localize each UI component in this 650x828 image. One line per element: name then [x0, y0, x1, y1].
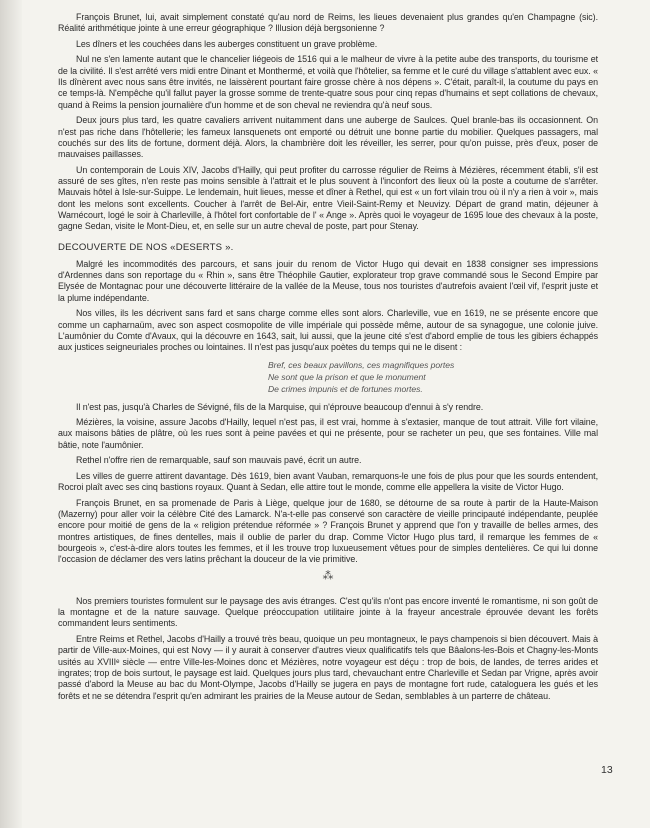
paragraph: Nul ne s'en lamente autant que le chancelier liégeois de 1516 qui a le malheur de vivre à la petite aube des transports, du tourisme et de la civilité. Il s'est arrêté vers midi entre Dinant et Monthermé, et voilà que l'hôtelier, sa femme et le curé du village s'attablent avec eux. « Ils dînèrent avec nous sans être invités, ne laissèrent pourtant faire grosse chère à nos dépens ». C'était, paraît-il, la coutume du pays en ce temps-là. N'empêche qu'il fallut payer la grosse somme de trente-quatre sous pour cinq repas d'humains et sept collations de chevaux, quand à Reims la pension journalière d'un homme et de son cheval ne reviendra qu'à neuf sous.	[58, 54, 598, 110]
page-number: 13	[601, 764, 613, 776]
paragraph: François Brunet, lui, avait simplement constaté qu'au nord de Reims, les lieues devenaient plus grandes qu'en Champagne (sic). Réalité arithmétique jointe à une erreur géographique ? Illusion déjà bergsonienne ?	[58, 12, 598, 34]
paragraph: Entre Reims et Rethel, Jacobs d'Hailly a trouvé très beau, quoique un peu montagneux, le pays champenois si bien découvert. Mais à partir de Ville-aux-Moines, qui est Novy — il y aurait à conserver d'autres vieux qualificatifs tels que Bâalons-les-Bois et Chagny-les-Monts usités au XVIIIᵉ siècle — entre Ville-les-Moines donc et Mézières, notre voyageur est déçu : trop de bois, de landes, de terres arides et ingrates; trop de bois surtout, le paysage est laid. Quelques jours plus tard, chevauchant entre Charleville et Sedan par Vrigne, après avoir passé d'abord la Meuse au bac du Mont-Olympe, Jacobs d'Hailly se jugera en pays de montagne fort rude, cataloguera les gués et les forêts et ne se détendra l'esprit qu'en admirant les prairies de la Meuse autour de Sedan, semblables à un parterre de château.	[58, 634, 598, 701]
paragraph: Un contemporain de Louis XIV, Jacobs d'Hailly, qui peut profiter du carrosse régulier de Reims à Mézières, récemment établi, s'il est assuré de ses gîtes, n'en reste pas moins sensible à l'attrait et le plus souvent à l'inconfort des lieux où la poste a coutume de s'arrêter. Mauvais hôtel à Isle-sur-Suippe. Le lendemain, huit lieues, messe et dîner à Rethel, qui est « un fort vilain trou où il n'y a rien à voir », mais dont les melons sont excellents. Coucher à l'arrêt de Bel-Air, entre Vieil-Saint-Remy et Neuvizy. Départ de grand matin, déjeuner à Warnécourt, logé le soir à Charleville, à l'hôtel fort confortable de l' « Ange ». Après quoi le voyageur de 1695 loue des chevaux à la poste, gagne Sedan, visite le Mont-Dieu, et, en selle sur un autre cheval de poste, part pour Stenay.	[58, 164, 598, 232]
section-ornament: ⁂	[322, 569, 334, 582]
paragraph: Nos villes, ils les décrivent sans fard et sans charge comme elles sont alors. Charleville, vue en 1619, ne se présente encore que comme un capharnaüm, avec son aspect cosmopolite de ville impériale qui possède même, autour de sa synagogue, une colonie juive. L'aumônier du Comte d'Avaux, qui la découvre en 1643, sait, lui aussi, que la jeune cité s'est d'abord emplie de tous les gibiers échappés aux justices seigneuriales proches ou lointaines. Il n'est pas jusqu'aux poètes du temps qui ne le disent :	[58, 308, 598, 353]
article-body	[58, 12, 598, 706]
poem-quote	[268, 359, 598, 395]
section-title: DECOUVERTE DE NOS «DESERTS ».	[58, 241, 234, 253]
paragraph: Il n'est pas, jusqu'à Charles de Sévigné, fils de la Marquise, qui n'éprouve beaucoup d'ennui à s'y rendre.	[76, 401, 484, 412]
paragraph: François Brunet, en sa promenade de Paris à Liège, quelque jour de 1680, se détourne de sa route à partir de la Haute-Maison (Mazerny) pour aller voir la célèbre Cité des Lamarck. N'a-t-elle pas conservé son caractère de vieille principauté indépendante, peuplée encore pour moitié de gens de la « religion prétendue réformée » ? François Brunet y apprend que l'on y travaille de belles armes, des montres artistiques, de fines dentelles, mais il oublie de parler du drap. Comme Victor Hugo plus tard, il remarque les femmes de « bourgeois », c'est-à-dire alors toutes les femmes, et il les trouve trop luxueusement vêtues pour de simples dentelières. Ce qui lui donne l'occasion de déclamer des vers latins prêchant la douceur de la vie primitive.	[58, 497, 598, 565]
poem-line: De crimes impunis et de fortunes mortes.	[268, 383, 423, 394]
paragraph: Nos premiers touristes formulent sur le paysage des avis étranges. C'est qu'ils n'ont pas encore inventé le romantisme, ni son goût de la montagne et de la nature sauvage. Quelque préoccupation utilitaire jointe à la frayeur ancestrale éprouvée devant les forêts commandent leurs sentiments.	[58, 595, 598, 629]
paragraph: Les villes de guerre attirent davantage. Dès 1619, bien avant Vauban, remarquons-le une fois de plus pour que les sourds entendent, Rocroi plaît avec ses cinq bastions royaux. Quant à Sedan, elle attire tout le monde, comme elle appellera la visite de Victor Hugo.	[58, 470, 598, 493]
poem-line: Bref, ces beaux pavillons, ces magnifiques portes	[268, 359, 455, 370]
paragraph: Mézières, la voisine, assure Jacobs d'Hailly, lequel n'est pas, il est vrai, homme à s'extasier, manque de tout attrait. Ville fort vilaine, aux maisons bâties de plâtre, où les rues sont à peine pavées et qui ne présente, pour se racheter un peu, que ses fontaines. Ville mal bâtie, note l'aumônier.	[58, 417, 598, 450]
paragraph: Malgré les incommodités des parcours, et sans jouir du renom de Victor Hugo qui devait en 1838 consigner ses impressions d'Ardennes dans son reportage du « Rhin », sans être Théophile Gautier, explorateur trop grave commandé sous le Second Empire par Elysée de Montagnac pour une découverte littéraire de la vallée de la Meuse, tous nos touristes d'autrefois avaient l'œil vif, l'esprit juste et la plume indépendante.	[58, 258, 598, 303]
scan-edge-shadow	[0, 0, 22, 828]
paragraph: Les dîners et les couchées dans les auberges constituent un grave problème.	[76, 38, 378, 49]
poem-line: Ne sont que la prison et que le monument	[268, 371, 426, 382]
paragraph: Rethel n'offre rien de remarquable, sauf son mauvais pavé, écrit un autre.	[76, 455, 362, 466]
paragraph: Deux jours plus tard, les quatre cavaliers arrivent nuitamment dans une auberge de Saulces. Quel branle-bas ils occasionnent. On n'est pas riche dans l'hôtellerie; les fameux lansquenets ont emporté ou détruit une bonne partie du mobilier. Quelques passagers, mal couchés sur des lits de fortune, dorment déjà. Alors, la chambrière doit les réveiller, les serrer, pour qu'on puisse, près d'eux, poser de mauvaises paillasses.	[58, 115, 598, 160]
